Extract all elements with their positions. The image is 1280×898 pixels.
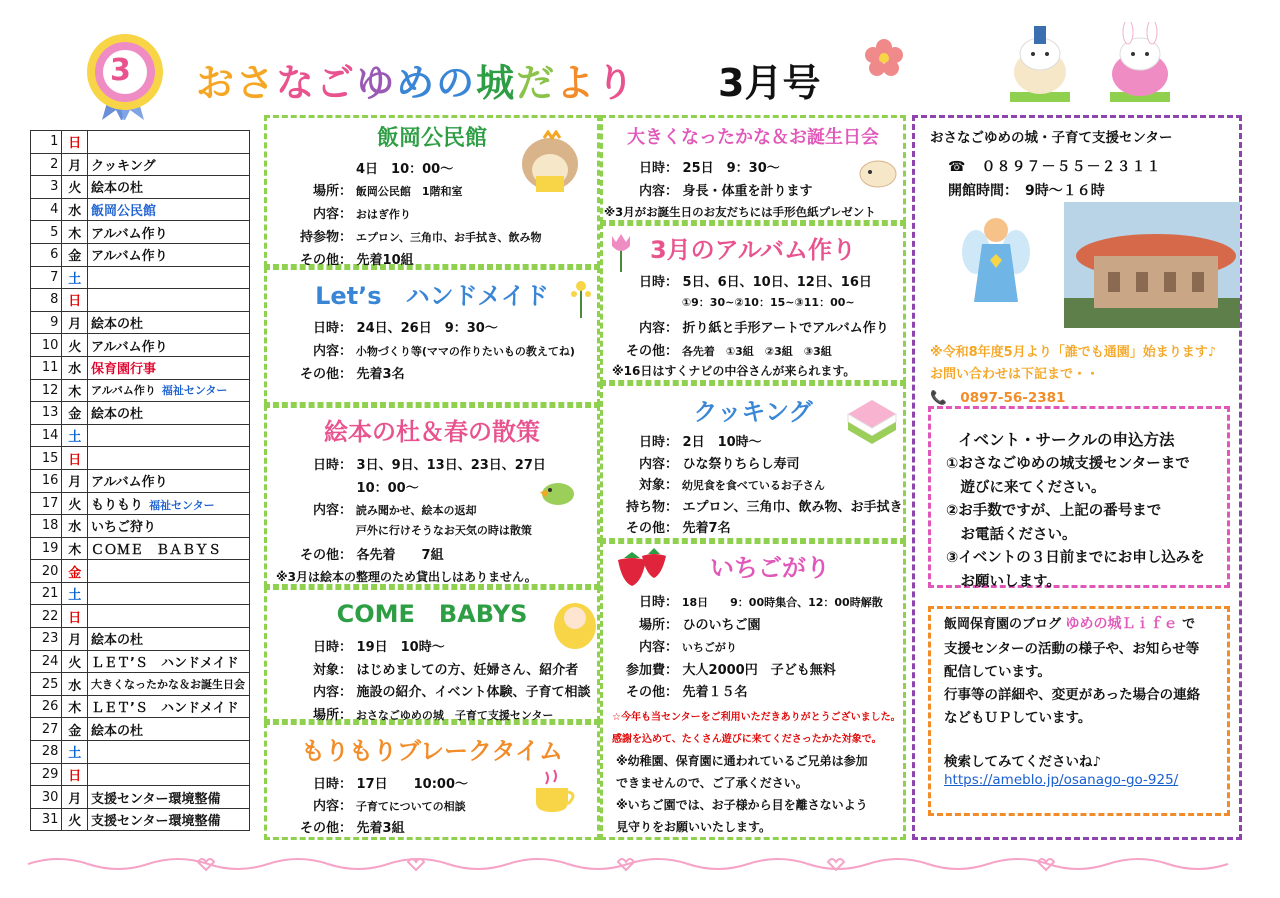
info-key: 参加費：: [625, 662, 678, 678]
calendar-weekday: 木: [62, 537, 88, 560]
info-row: [612, 636, 737, 655]
text-line: ※いちご園では、お子様から目を離さないよう: [616, 798, 868, 812]
calendar-event: [88, 741, 250, 764]
calendar-row: [31, 695, 250, 718]
title-char: お: [196, 61, 237, 105]
info-row: [286, 681, 591, 700]
center-phone: ☎ ０８９７－５５－２３１１: [948, 159, 1162, 175]
info-key: 持参物：: [299, 230, 352, 245]
calendar-day: 10: [31, 334, 62, 357]
info-key: 内容：: [638, 321, 678, 336]
info-value: 先着１５名: [678, 685, 748, 700]
babys-title: COME BABYS: [336, 600, 528, 628]
calendar-day: 12: [31, 379, 62, 402]
info-value: 折り紙と手形アートでアルバム作り: [678, 321, 889, 336]
info-key: 日時：: [312, 640, 352, 655]
calendar-row: [31, 650, 250, 673]
calendar-weekday: 金: [62, 243, 88, 266]
calendar-weekday: 月: [62, 153, 88, 176]
calendar-event: ＬＥＴ’Ｓ ハンドメイド: [88, 650, 250, 673]
info-row: [286, 522, 532, 538]
info-key: 内容：: [312, 503, 352, 518]
blog-line-1: [944, 613, 1195, 633]
calendar-row: [31, 628, 250, 651]
calendar-event: [88, 266, 250, 289]
calendar-event: 絵本の杜: [88, 402, 250, 425]
title-char: 城: [476, 61, 517, 105]
title-char: ご: [316, 61, 357, 105]
text-line: ①おさなごゆめの城支援センターまで: [946, 456, 1190, 472]
info-row: [612, 496, 903, 515]
info-row: [286, 363, 405, 382]
calendar-weekday: 木: [62, 221, 88, 244]
text-line: ☆今年も当センターをご利用いただきありがとうございました。: [612, 712, 901, 723]
info-value: ①9：30~②10：15~③11：00~: [678, 296, 855, 309]
info-value: 19日 10時～: [352, 640, 445, 655]
birthday-title: 大きくなったかな＆お誕生日会: [627, 127, 879, 148]
rabbit-empress-doll-icon: [1100, 22, 1180, 108]
calendar-day: 19: [31, 537, 62, 560]
calendar-event: アルバム作り: [88, 334, 250, 357]
blog-suffix: で: [1182, 617, 1196, 632]
calendar-row: [31, 673, 250, 696]
info-value: 子育てについての相談: [352, 800, 466, 813]
calendar-row: [31, 447, 250, 470]
calendar-event: アルバム作り: [88, 243, 250, 266]
info-value: 5日、6日、10日、12日、16日: [678, 275, 872, 290]
calendar-weekday: 日: [62, 605, 88, 628]
ehon-note: ※3月は絵本の整理のため貸出しはありません。: [276, 570, 537, 584]
badge-number: 3: [110, 53, 131, 88]
calendar-event: 支援センター環境整備: [88, 808, 250, 831]
info-key: 日時：: [638, 595, 678, 610]
info-row: [286, 454, 546, 473]
birthday-note: ※3月がお誕生日のお友だちには手形色紙プレゼント: [604, 205, 876, 219]
info-row: [286, 795, 466, 814]
calendar-weekday: 金: [62, 402, 88, 425]
calendar-day: 17: [31, 492, 62, 515]
info-value: 先着3組: [352, 821, 405, 836]
info-row: [612, 431, 762, 450]
calendar-day: 28: [31, 741, 62, 764]
blog-label: 飯岡保育園のブログ: [944, 617, 1062, 632]
info-key: 内容：: [312, 344, 352, 359]
info-key: その他：: [299, 367, 352, 382]
calendar-row: [31, 221, 250, 244]
calendar-weekday: 火: [62, 808, 88, 831]
title-char: ゆ: [356, 61, 397, 105]
calendar-weekday: 土: [62, 424, 88, 447]
info-key: 対象：: [638, 478, 678, 493]
info-key: 内容：: [638, 640, 678, 655]
info-value: 各先着 ①3組 ②3組 ③3組: [678, 345, 832, 358]
calendar-weekday: 水: [62, 356, 88, 379]
calendar-row: [31, 153, 250, 176]
text-line: ③イベントの３日前までにお申し込みを: [946, 550, 1205, 566]
info-value: 大人2000円 子ども無料: [678, 662, 836, 678]
calendar-event: もりもり 福祉センター: [88, 492, 250, 515]
info-key: 内容：: [312, 799, 352, 814]
info-value: 3日、9日、13日、23日、27日: [352, 458, 546, 473]
info-value: エプロン、三角巾、飲み物、お手拭き: [678, 499, 903, 515]
info-key: 日時：: [312, 321, 352, 336]
blog-search: 検索してみてくださいね♪: [944, 754, 1102, 770]
calendar-row: [31, 243, 250, 266]
calendar-weekday: 水: [62, 515, 88, 538]
info-row: [286, 544, 444, 563]
iioka-date: 4日 10：00～: [356, 162, 454, 177]
calendar-event: 絵本の杜: [88, 628, 250, 651]
title-char: な: [276, 61, 317, 105]
calendar-row: [31, 808, 250, 831]
calendar-row: [31, 515, 250, 538]
calendar-weekday: 金: [62, 560, 88, 583]
calendar-day: 27: [31, 718, 62, 741]
info-key: 内容：: [638, 184, 678, 199]
info-key: 場所：: [312, 707, 352, 723]
center-title: おさなごゆめの城・子育て支援センター: [930, 130, 1173, 146]
info-value: ひな祭りちらし寿司: [678, 456, 800, 472]
calendar-event: [88, 447, 250, 470]
calendar-day: 26: [31, 695, 62, 718]
ichigo-title: いちごがり: [710, 554, 830, 582]
info-key: 日時：: [638, 275, 678, 290]
info-row: [612, 659, 836, 678]
info-value: おはぎ作り: [352, 208, 411, 221]
info-row: [612, 180, 813, 199]
calendar-day: 13: [31, 402, 62, 425]
info-key: その他：: [625, 521, 678, 536]
info-key: その他：: [625, 344, 678, 359]
calendar-day: 2: [31, 153, 62, 176]
text-line: ※幼稚園、保育園に通われているご兄弟は参加: [616, 754, 868, 768]
calendar-day: 15: [31, 447, 62, 470]
calendar-weekday: 木: [62, 695, 88, 718]
calendar-event: ＬＥＴ’Ｓ ハンドメイド: [88, 695, 250, 718]
text-line: お電話ください。: [946, 526, 1077, 543]
title-char: り: [596, 61, 637, 105]
calendar-row: [31, 492, 250, 515]
calendar-event: [88, 582, 250, 605]
calendar-day: 7: [31, 266, 62, 289]
calendar-day: 21: [31, 582, 62, 605]
calendar-row: [31, 379, 250, 402]
flower-sprig-icon: [568, 278, 594, 320]
info-row: [612, 474, 825, 493]
calendar-event: [88, 763, 250, 786]
text-line: お願いします。: [946, 573, 1061, 590]
info-value: 先着7名: [678, 521, 731, 536]
calendar-event: アルバム作り: [88, 221, 250, 244]
sheep-icon: [856, 152, 900, 192]
calendar-row: [31, 469, 250, 492]
info-value: 2日 10時～: [678, 435, 762, 450]
info-key: 内容：: [638, 456, 678, 472]
calendar-row: [31, 311, 250, 334]
calendar-event: アルバム作り: [88, 469, 250, 492]
text-line: できませんので、ご了承ください。: [616, 776, 808, 790]
info-row: [612, 614, 761, 633]
info-row: [612, 681, 748, 700]
hedgehog-icon: [516, 130, 584, 200]
bird-icon: [536, 478, 578, 508]
text-line: 遊びに来てください。: [946, 479, 1106, 496]
calendar-day: 8: [31, 289, 62, 312]
calendar-weekday: 月: [62, 786, 88, 809]
calendar-event: 絵本の杜: [88, 176, 250, 199]
info-row: [612, 453, 800, 472]
info-key: 日時：: [312, 458, 352, 473]
calendar-row: [31, 266, 250, 289]
calendar-weekday: 木: [62, 379, 88, 402]
album-note: ※16日はすくナビの中谷さんが来られます。: [612, 364, 856, 378]
info-value: 18日 9：00時集合、12：00時解散: [678, 596, 883, 609]
info-row: [286, 317, 498, 336]
calendar-weekday: 日: [62, 763, 88, 786]
info-value: 戸外に行けそうなお天気の時は散策: [352, 523, 532, 537]
calendar-day: 1: [31, 131, 62, 154]
hearts-border-decoration: [28, 850, 1248, 876]
angel-icon: [960, 210, 1032, 306]
calendar-weekday: 土: [62, 266, 88, 289]
text-line: 見守りをお願いいたします。: [616, 820, 772, 834]
info-key: その他：: [299, 548, 352, 563]
newsletter-title: [196, 52, 636, 107]
calendar-row: [31, 741, 250, 764]
calendar-weekday: 土: [62, 741, 88, 764]
info-row: [286, 499, 477, 518]
info-row: [286, 226, 542, 245]
calendar-row: [31, 334, 250, 357]
calendar-day: 23: [31, 628, 62, 651]
info-row: [612, 271, 872, 290]
monthly-calendar: [30, 130, 250, 831]
calendar-day: 31: [31, 808, 62, 831]
calendar-row: [31, 537, 250, 560]
calendar-day: 11: [31, 356, 62, 379]
info-row: [286, 340, 575, 359]
info-row: [612, 294, 855, 310]
info-row: [286, 636, 445, 655]
calendar-row: [31, 402, 250, 425]
calendar-event: [88, 605, 250, 628]
calendar-day: 5: [31, 221, 62, 244]
info-value: 幼児食を食べているお子さん: [678, 479, 825, 492]
calendar-event: 保育園行事: [88, 356, 250, 379]
hishimochi-icon: [844, 396, 900, 452]
calendar-day: 4: [31, 198, 62, 221]
coffee-cup-icon: [528, 768, 580, 816]
calendar-row: [31, 763, 250, 786]
calendar-event: [88, 289, 250, 312]
center-hours: 開館時間： 9時～１６時: [948, 183, 1105, 199]
title-char: の: [436, 61, 477, 105]
info-value: エプロン、三角巾、お手拭き、飲み物: [352, 231, 542, 244]
calendar-weekday: 金: [62, 718, 88, 741]
info-row: [286, 659, 578, 678]
apply-title: イベント・サークルの申込方法: [958, 431, 1175, 449]
info-value: 身長・体重を計ります: [678, 184, 813, 199]
info-row: [612, 340, 832, 359]
calendar-weekday: 火: [62, 334, 88, 357]
info-row: [286, 180, 462, 199]
calendar-day: 29: [31, 763, 62, 786]
info-value: おさなごゆめの城 子育て支援センター: [352, 708, 554, 722]
title-char: さ: [236, 61, 277, 105]
info-value: ひのいちご園: [678, 617, 761, 633]
calendar-event: [88, 131, 250, 154]
notice-2: お問い合わせは下記まで・・: [930, 367, 1100, 382]
info-value: 先着10組: [352, 253, 414, 268]
calendar-day: 14: [31, 424, 62, 447]
album-title: 3月のアルバム作り: [649, 236, 857, 264]
iioka-title: 飯岡公民館: [376, 126, 487, 151]
info-row: [612, 517, 731, 536]
calendar-weekday: 月: [62, 311, 88, 334]
calendar-weekday: 日: [62, 447, 88, 470]
info-key: 内容：: [312, 685, 352, 700]
calendar-day: 30: [31, 786, 62, 809]
info-row: [286, 704, 553, 723]
title-char: だ: [516, 61, 557, 105]
info-key: 内容：: [312, 207, 352, 222]
calendar-weekday: 火: [62, 176, 88, 199]
calendar-event: [88, 424, 250, 447]
calendar-day: 18: [31, 515, 62, 538]
calendar-day: 24: [31, 650, 62, 673]
flower-icon: [864, 38, 904, 78]
info-key: 場所：: [638, 617, 678, 633]
calendar-event: 絵本の杜: [88, 718, 250, 741]
calendar-day: 22: [31, 605, 62, 628]
info-row: [286, 773, 468, 792]
info-value: 小物づくり等(ママの作りたいもの教えてね): [352, 345, 575, 358]
info-key: 日時：: [638, 161, 678, 176]
info-key: 日時：: [638, 435, 678, 450]
info-value: 施設の紹介、イベント体験、子育て相談: [352, 685, 591, 700]
info-key: 持ち物：: [625, 499, 678, 515]
info-value: 17日 10:00～: [352, 777, 468, 792]
rabbit-emperor-doll-icon: [1000, 22, 1080, 108]
calendar-weekday: 月: [62, 469, 88, 492]
text-line: 支援センターの活動の様子や、お知らせ等: [944, 641, 1200, 657]
notice-phone: 📞 0897-56-2381: [930, 390, 1066, 406]
calendar-day: 25: [31, 673, 62, 696]
calendar-weekday: 土: [62, 582, 88, 605]
calendar-event: 支援センター環境整備: [88, 786, 250, 809]
info-row: [612, 157, 780, 176]
info-key: その他：: [299, 821, 352, 836]
calendar-weekday: 水: [62, 198, 88, 221]
info-key: その他：: [625, 685, 678, 700]
calendar-row: [31, 198, 250, 221]
calendar-row: [31, 356, 250, 379]
calendar-row: [31, 289, 250, 312]
info-row: [286, 203, 411, 222]
strawberry-icon: [612, 548, 670, 588]
cooking-title: クッキング: [693, 398, 813, 426]
calendar-row: [31, 131, 250, 154]
info-row: [612, 317, 889, 336]
calendar-weekday: 火: [62, 492, 88, 515]
calendar-weekday: 月: [62, 628, 88, 651]
calendar-weekday: 水: [62, 673, 88, 696]
calendar-row: [31, 786, 250, 809]
text-line: 配信しています。: [944, 664, 1051, 680]
info-value: はじめましての方、妊婦さん、紹介者: [352, 662, 579, 678]
info-value: 先着3名: [352, 367, 405, 382]
calendar-event: 大きくなったかな＆お誕生日会: [88, 673, 250, 696]
calendar-event: 飯岡公民館: [88, 198, 250, 221]
calendar-event: いちご狩り: [88, 515, 250, 538]
building-photo: [1064, 202, 1240, 328]
tulip-icon: [604, 230, 638, 274]
text-line: 感謝を込めて、たくさん遊びに来てくださったかた対象で。: [612, 734, 882, 745]
calendar-weekday: 日: [62, 131, 88, 154]
calendar-weekday: 日: [62, 289, 88, 312]
calendar-row: [31, 605, 250, 628]
calendar-row: [31, 718, 250, 741]
info-value: 読み聞かせ、絵本の返却: [352, 504, 477, 517]
calendar-day: 6: [31, 243, 62, 266]
notice-1: ※令和8年度5月より「誰でも通園」始まります♪: [930, 345, 1217, 360]
calendar-event: アルバム作り 福祉センター: [88, 379, 250, 402]
calendar-day: 20: [31, 560, 62, 583]
title-char: よ: [556, 61, 597, 105]
calendar-day: 9: [31, 311, 62, 334]
issue-label: 3月号: [718, 61, 821, 105]
calendar-event: クッキング: [88, 153, 250, 176]
info-value: 10：00～: [352, 480, 419, 496]
info-key: 対象：: [312, 662, 352, 678]
title-char: め: [396, 61, 437, 105]
blog-url-link[interactable]: https://ameblo.jp/osanago-go-925/: [944, 772, 1179, 788]
calendar-row: [31, 560, 250, 583]
info-row: [286, 249, 414, 268]
calendar-day: 16: [31, 469, 62, 492]
text-line: などもＵＰしています。: [944, 710, 1092, 726]
info-value: いちごがり: [678, 641, 737, 654]
baby-icon: [552, 598, 598, 650]
info-key: 日時：: [312, 777, 352, 792]
calendar-day: 3: [31, 176, 62, 199]
info-value: 24日、26日 9：30～: [352, 321, 498, 336]
info-row: [286, 817, 405, 836]
calendar-weekday: 火: [62, 650, 88, 673]
handmade-title: Let’s ハンドメイド: [315, 282, 549, 310]
info-row: [286, 477, 419, 496]
info-key: 場所：: [312, 184, 352, 199]
morimori-title: もりもりブレークタイム: [300, 737, 564, 765]
calendar-event: [88, 560, 250, 583]
calendar-row: [31, 424, 250, 447]
calendar-event: 絵本の杜: [88, 311, 250, 334]
calendar-row: [31, 176, 250, 199]
ehon-title: 絵本の杜＆春の散策: [324, 418, 540, 446]
calendar-event: ＣＯＭＥ ＢＡＢＹＳ: [88, 537, 250, 560]
blog-name: ゆめの城Ｌｉｆｅ: [1065, 616, 1178, 632]
info-value: 25日 9：30～: [678, 161, 780, 176]
info-key: その他：: [299, 253, 352, 268]
text-line: 行事等の詳細や、変更があった場合の連絡: [944, 687, 1201, 703]
info-value: 各先着 7組: [352, 548, 444, 563]
info-row: [612, 591, 883, 610]
info-value: 飯岡公民館 1階和室: [352, 185, 463, 198]
calendar-row: [31, 582, 250, 605]
text-line: ②お手数ですが、上記の番号まで: [946, 503, 1162, 519]
